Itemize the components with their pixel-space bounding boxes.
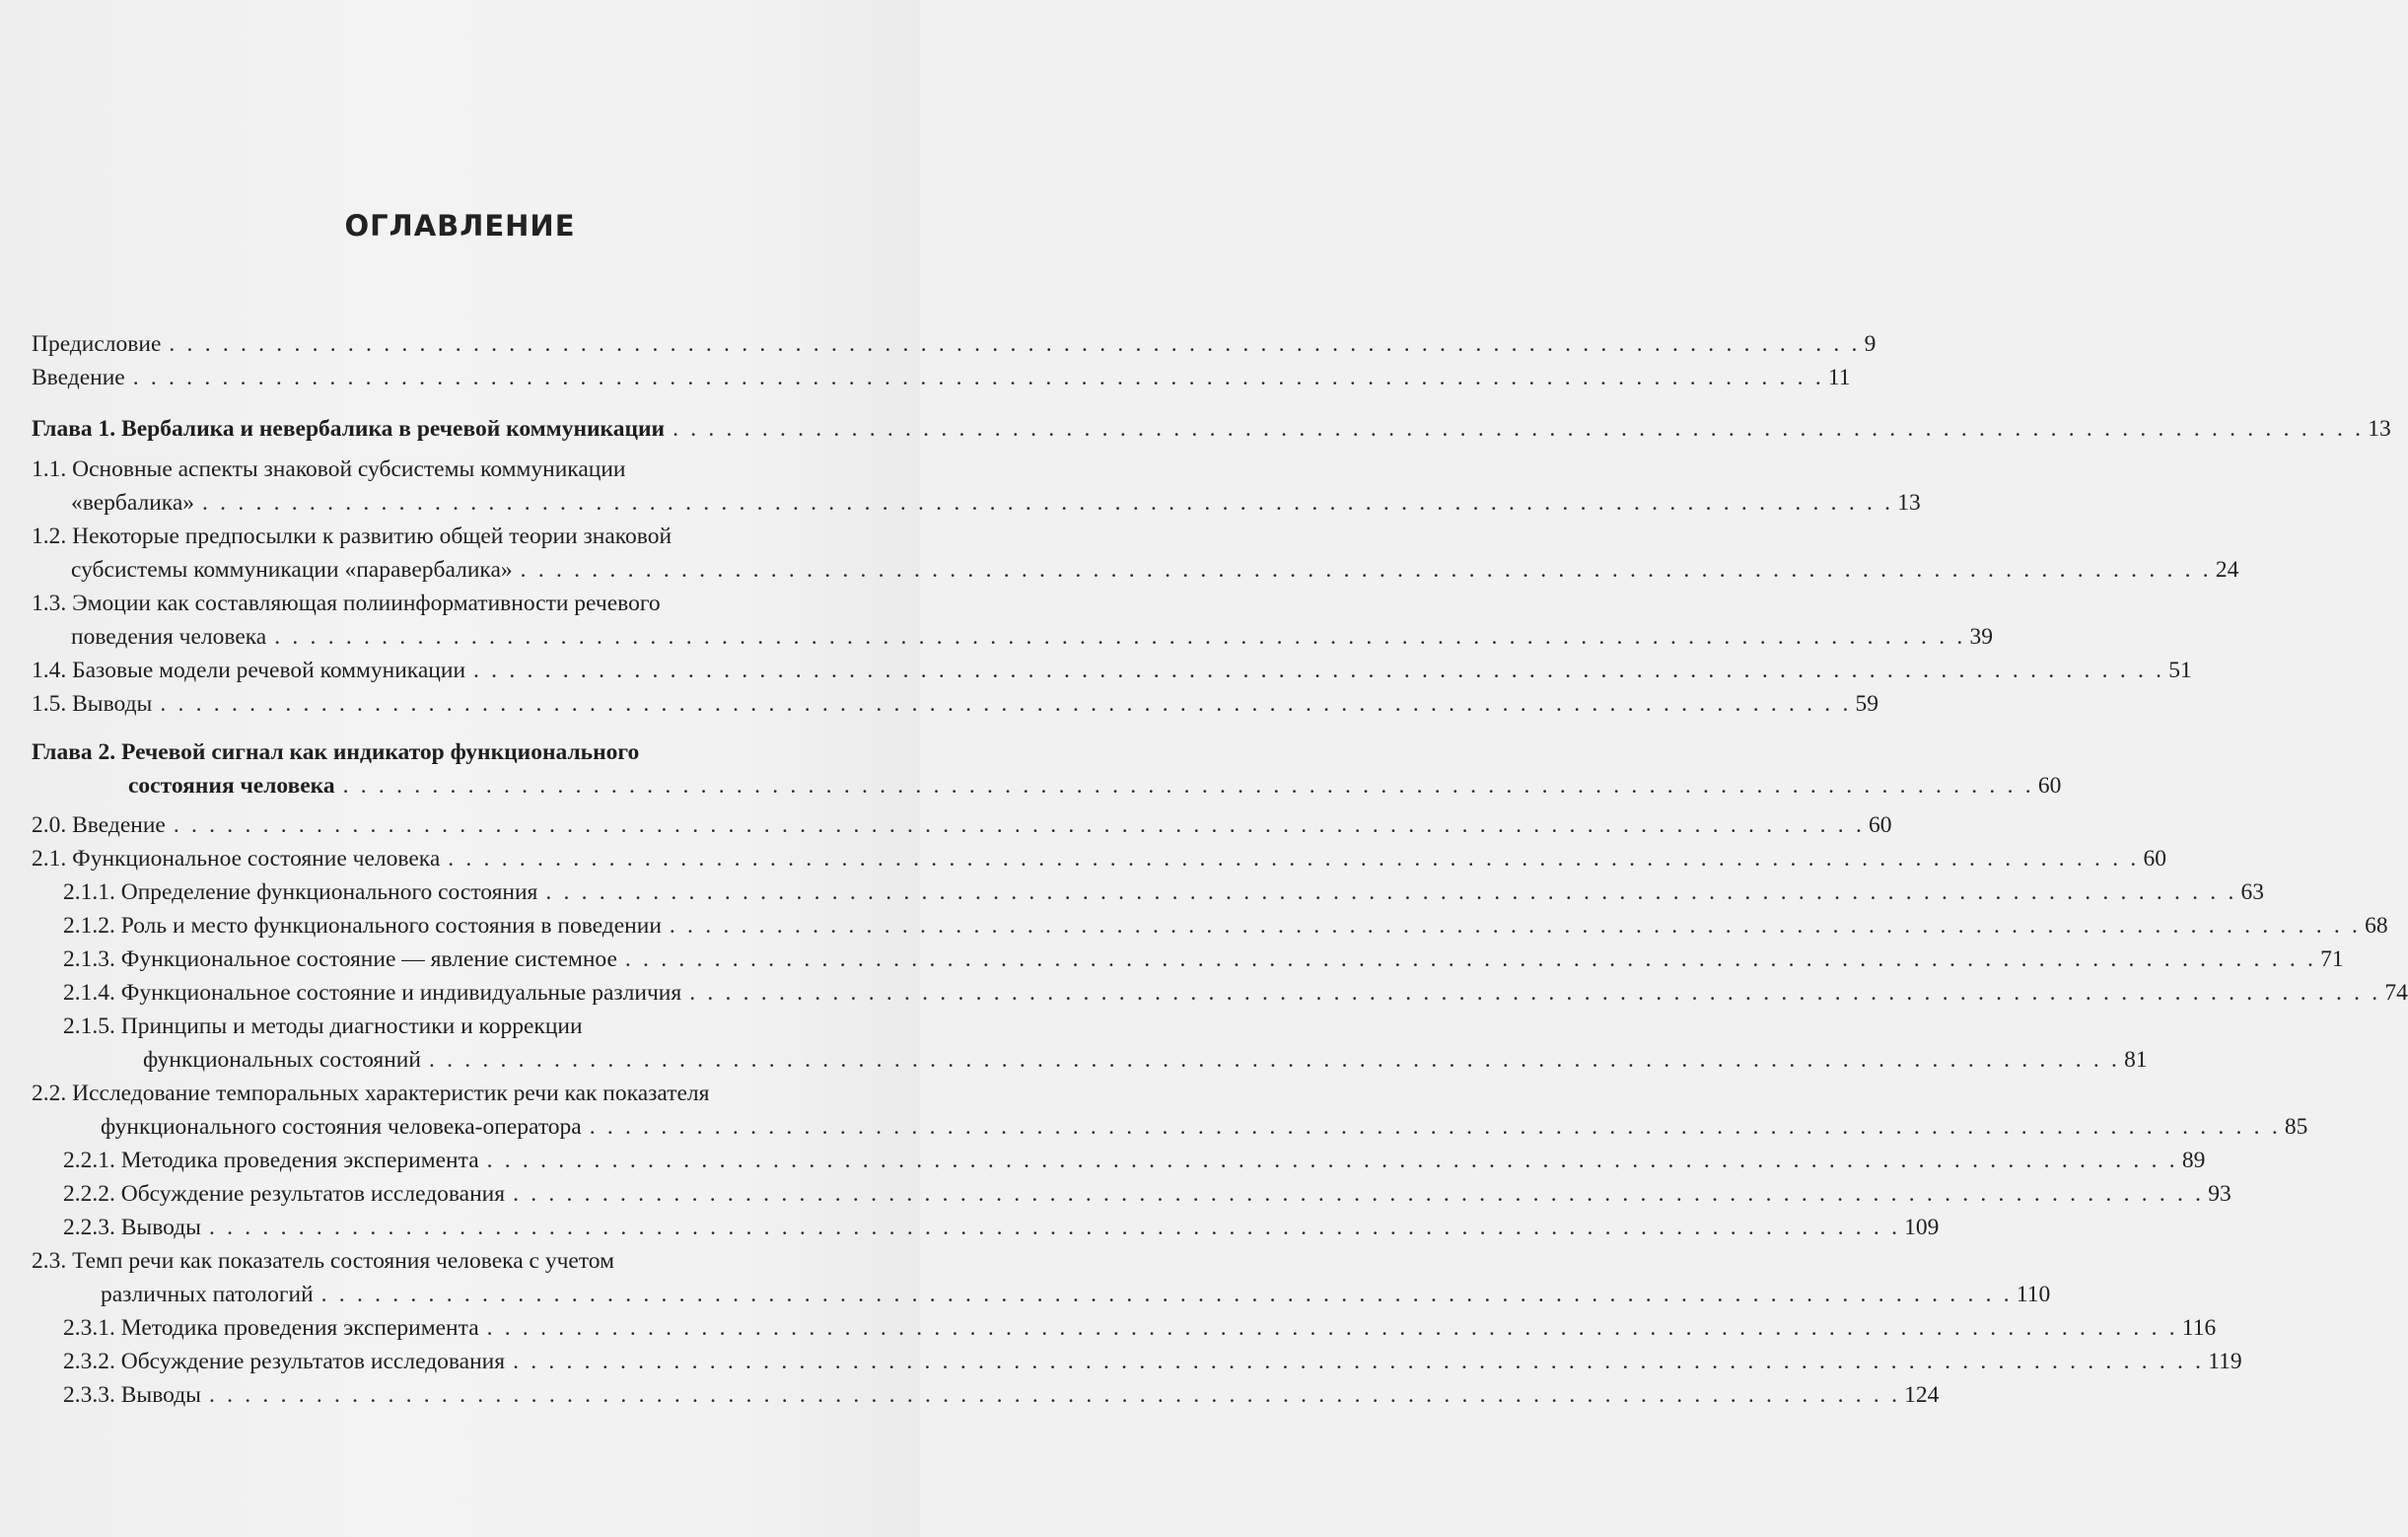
leader-dots: . . . . . . . . . . . . . . . . . . . . . . . . . . . . . . . . . . . . . . . . . . . . . . . . . . . . . . . . . . . . . . . . . . . . . . . . . . . . . . . . . . . . . . . . . . . . . . .	[342, 773, 2034, 799]
toc-entry	[0, 1077, 920, 1110]
toc-entry-text: 2.1. Функциональное состояние человека	[32, 846, 441, 872]
toc-entry-text: функционального состояния человека-оператора	[101, 1114, 582, 1140]
toc-entry	[0, 520, 920, 553]
page-number: 74	[2384, 980, 2408, 1006]
page-number: 119	[2208, 1349, 2242, 1374]
leader-dots: . . . . . . . . . . . . . . . . . . . . . . . . . . . . . . . . . . . . . . . . . . . . . . . . . . . . . . . . . . . . . . . . . . . . . . . . . . . . . . . . . . . . . . . . . . . . . . .	[520, 557, 2212, 583]
toc-entry-continuation	[0, 620, 1993, 654]
toc-entry	[0, 453, 920, 486]
page-number: 9	[1864, 331, 1877, 357]
toc-entry-text: 2.2. Исследование темпоральных характеристик речи как показателя	[32, 1081, 710, 1106]
toc-subentry	[0, 909, 2388, 943]
page-number: 109	[1904, 1215, 1940, 1240]
leader-dots: . . . . . . . . . . . . . . . . . . . . . . . . . . . . . . . . . . . . . . . . . . . . . . . . . . . . . . . . . . . . . . . . . . . . . . . . . . . . . . . . . . . . . . . . . . . . . . .	[624, 946, 2317, 972]
leader-dots: . . . . . . . . . . . . . . . . . . . . . . . . . . . . . . . . . . . . . . . . . . . . . . . . . . . . . . . . . . . . . . . . . . . . . . . . . . . . . . . . . . . . . . . . . . . . . . .	[589, 1114, 2281, 1140]
toc-entry-text: 1.3. Эмоции как составляющая полиинформативности речевого	[32, 591, 661, 616]
toc-entry-continuation	[0, 553, 2239, 587]
page-number: 60	[1869, 812, 1892, 838]
toc-subentry	[0, 943, 2344, 976]
toc-entry-text: Введение	[32, 365, 125, 390]
toc-subentry	[0, 976, 2408, 1010]
toc-entry-text: 1.4. Базовые модели речевой коммуникации	[32, 658, 466, 683]
toc-entry-text: 1.5. Выводы	[32, 691, 153, 717]
toc-entry-text: 2.2.1. Методика проведения эксперимента	[63, 1148, 479, 1173]
page-number: 51	[2168, 658, 2192, 683]
leader-dots: . . . . . . . . . . . . . . . . . . . . . . . . . . . . . . . . . . . . . . . . . . . . . . . . . . . . . . . . . . . . . . . . . . . . . . . . . . . . . . . . . . . . . . . . . . . . . . .	[208, 1382, 1901, 1408]
toc-entry	[0, 654, 2192, 687]
toc-subentry	[0, 875, 2265, 909]
toc-entry-text: 2.2.2. Обсуждение результатов исследования	[63, 1181, 506, 1207]
toc-entry-text: различных патологий	[101, 1282, 314, 1307]
leader-dots: . . . . . . . . . . . . . . . . . . . . . . . . . . . . . . . . . . . . . . . . . . . . . . . . . . . . . . . . . . . . . . . . . . . . . . . . . . . . . . . . . . . . . . . . . . . . . . .	[208, 1215, 1901, 1240]
toc-entry	[0, 587, 920, 620]
page-number: 71	[2320, 946, 2344, 972]
leader-dots: . . . . . . . . . . . . . . . . . . . . . . . . . . . . . . . . . . . . . . . . . . . . . . . . . . . . . . . . . . . . . . . . . . . . . . . . . . . . . . . . . . . . . . . . . . . . . . .	[473, 658, 2165, 683]
toc-entry-text: функциональных состояний	[143, 1047, 421, 1073]
page-number: 11	[1827, 365, 1851, 390]
page-number: 89	[2181, 1148, 2206, 1173]
toc-entry-text: Глава 1. Вербалика и невербалика в речевой коммуникации	[32, 416, 666, 442]
toc-subentry	[0, 1311, 2217, 1345]
toc-entry-continuation	[0, 1278, 2051, 1311]
leader-dots: . . . . . . . . . . . . . . . . . . . . . . . . . . . . . . . . . . . . . . . . . . . . . . . . . . . . . . . . . . . . . . . . . . . . . . . . . . . . . . . . . . . . . . . . . . . . . . .	[320, 1282, 2013, 1307]
toc-entry	[0, 361, 1851, 394]
toc-entry	[0, 687, 1879, 721]
toc-entry-continuation	[0, 1110, 2308, 1144]
toc-entry-text: 2.3.3. Выводы	[63, 1382, 201, 1408]
page-number: 85	[2284, 1114, 2308, 1140]
leader-dots: . . . . . . . . . . . . . . . . . . . . . . . . . . . . . . . . . . . . . . . . . . . . . . . . . . . . . . . . . . . . . . . . . . . . . . . . . . . . . . . . . . . . . . . . . . . . . . .	[132, 365, 1824, 390]
leader-dots: . . . . . . . . . . . . . . . . . . . . . . . . . . . . . . . . . . . . . . . . . . . . . . . . . . . . . . . . . . . . . . . . . . . . . . . . . . . . . . . . . . . . . . . . . . . . . . .	[160, 691, 1852, 717]
page-number: 39	[1969, 624, 1993, 650]
toc-entry	[0, 808, 1892, 842]
page-number: 59	[1855, 691, 1879, 717]
leader-dots: . . . . . . . . . . . . . . . . . . . . . . . . . . . . . . . . . . . . . . . . . . . . . . . . . . . . . . . . . . . . . . . . . . . . . . . . . . . . . . . . . . . . . . . . . . . . . . .	[169, 331, 1861, 357]
leader-dots: . . . . . . . . . . . . . . . . . . . . . . . . . . . . . . . . . . . . . . . . . . . . . . . . . . . . . . . . . . . . . . . . . . . . . . . . . . . . . . . . . . . . . . . . . . . . . . .	[689, 980, 2381, 1006]
toc-subentry	[0, 1010, 920, 1043]
page-number: 13	[2368, 416, 2391, 442]
page-number: 110	[2016, 1282, 2051, 1307]
page-number: 124	[1904, 1382, 1940, 1408]
toc-entry-continuation	[0, 769, 2062, 803]
toc-entry-text: 1.1. Основные аспекты знаковой субсистемы коммуникации	[32, 456, 626, 482]
toc-chapter-entry	[0, 412, 2391, 446]
toc-entry	[0, 842, 2166, 875]
toc-chapter-entry	[0, 735, 920, 769]
leader-dots: . . . . . . . . . . . . . . . . . . . . . . . . . . . . . . . . . . . . . . . . . . . . . . . . . . . . . . . . . . . . . . . . . . . . . . . . . . . . . . . . . . . . . . . . . . . . . . .	[486, 1148, 2178, 1173]
toc-entry-text: 2.3. Темп речи как показатель состояния человека с учетом	[32, 1248, 614, 1274]
toc-subentry	[0, 1211, 1940, 1244]
leader-dots: . . . . . . . . . . . . . . . . . . . . . . . . . . . . . . . . . . . . . . . . . . . . . . . . . . . . . . . . . . . . . . . . . . . . . . . . . . . . . . . . . . . . . . . . . . . . . . .	[274, 624, 1966, 650]
toc-entry-text: 2.3.2. Обсуждение результатов исследования	[63, 1349, 506, 1374]
toc-entry-text: 1.2. Некоторые предпосылки к развитию общей теории знаковой	[32, 524, 673, 549]
toc-subentry	[0, 1177, 2231, 1211]
leader-dots: . . . . . . . . . . . . . . . . . . . . . . . . . . . . . . . . . . . . . . . . . . . . . . . . . . . . . . . . . . . . . . . . . . . . . . . . . . . . . . . . . . . . . . . . . . . . . . .	[545, 879, 2237, 905]
page-number: 68	[2365, 913, 2388, 939]
toc-entry-text: «вербалика»	[71, 490, 195, 516]
page-title: ОГЛАВЛЕНИЕ	[344, 209, 576, 243]
toc-entry-continuation	[0, 486, 1921, 520]
leader-dots: . . . . . . . . . . . . . . . . . . . . . . . . . . . . . . . . . . . . . . . . . . . . . . . . . . . . . . . . . . . . . . . . . . . . . . . . . . . . . . . . . . . . . . . . . . . . . . .	[173, 812, 1866, 838]
page-number: 24	[2215, 557, 2239, 583]
leader-dots: . . . . . . . . . . . . . . . . . . . . . . . . . . . . . . . . . . . . . . . . . . . . . . . . . . . . . . . . . . . . . . . . . . . . . . . . . . . . . . . . . . . . . . . . . . . . . . .	[669, 913, 2362, 939]
toc-subentry	[0, 1345, 2242, 1378]
leader-dots: . . . . . . . . . . . . . . . . . . . . . . . . . . . . . . . . . . . . . . . . . . . . . . . . . . . . . . . . . . . . . . . . . . . . . . . . . . . . . . . . . . . . . . . . . . . . . . .	[486, 1315, 2178, 1341]
toc-entry-text: 2.1.4. Функциональное состояние и индивидуальные различия	[63, 980, 682, 1006]
page-number: 81	[2124, 1047, 2148, 1073]
toc-entry	[0, 327, 1877, 361]
toc-entry	[0, 1244, 920, 1278]
page-number: 60	[2037, 773, 2062, 799]
toc-entry-text: 2.2.3. Выводы	[63, 1215, 201, 1240]
toc-entry-text: состояния человека	[128, 773, 335, 799]
toc-entry-text: поведения человека	[71, 624, 267, 650]
page-number: 116	[2181, 1315, 2217, 1341]
toc-entry-text: 2.1.1. Определение функционального состояния	[63, 879, 538, 905]
toc-entry-text: субсистемы коммуникации «паравербалика»	[71, 557, 513, 583]
page-number: 13	[1897, 490, 1921, 516]
leader-dots: . . . . . . . . . . . . . . . . . . . . . . . . . . . . . . . . . . . . . . . . . . . . . . . . . . . . . . . . . . . . . . . . . . . . . . . . . . . . . . . . . . . . . . . . . . . . . . .	[202, 490, 1894, 516]
toc-entry-text: Предисловие	[32, 331, 162, 357]
toc-entry-text: 2.0. Введение	[32, 812, 166, 838]
toc-entry-text: 2.1.2. Роль и место функционального состояния в поведении	[63, 913, 662, 939]
leader-dots: . . . . . . . . . . . . . . . . . . . . . . . . . . . . . . . . . . . . . . . . . . . . . . . . . . . . . . . . . . . . . . . . . . . . . . . . . . . . . . . . . . . . . . . . . . . . . . .	[513, 1349, 2205, 1374]
toc-entry-text: 2.1.3. Функциональное состояние — явление системное	[63, 946, 617, 972]
toc-entry-text: Глава 2. Речевой сигнал как индикатор функционального	[32, 739, 640, 765]
leader-dots: . . . . . . . . . . . . . . . . . . . . . . . . . . . . . . . . . . . . . . . . . . . . . . . . . . . . . . . . . . . . . . . . . . . . . . . . . . . . . . . . . . . . . . . . . . . . . . .	[673, 416, 2365, 442]
leader-dots: . . . . . . . . . . . . . . . . . . . . . . . . . . . . . . . . . . . . . . . . . . . . . . . . . . . . . . . . . . . . . . . . . . . . . . . . . . . . . . . . . . . . . . . . . . . . . . .	[513, 1181, 2205, 1207]
toc-entry-text: 2.3.1. Методика проведения эксперимента	[63, 1315, 479, 1341]
toc-subentry	[0, 1144, 2206, 1177]
page-number: 63	[2240, 879, 2265, 905]
page-number: 60	[2143, 846, 2166, 872]
leader-dots: . . . . . . . . . . . . . . . . . . . . . . . . . . . . . . . . . . . . . . . . . . . . . . . . . . . . . . . . . . . . . . . . . . . . . . . . . . . . . . . . . . . . . . . . . . . . . . .	[448, 846, 2140, 872]
toc-entry-continuation	[0, 1043, 2148, 1077]
toc-subentry	[0, 1378, 1940, 1412]
leader-dots: . . . . . . . . . . . . . . . . . . . . . . . . . . . . . . . . . . . . . . . . . . . . . . . . . . . . . . . . . . . . . . . . . . . . . . . . . . . . . . . . . . . . . . . . . . . . . . .	[428, 1047, 2121, 1073]
toc-entry-text: 2.1.5. Принципы и методы диагностики и коррекции	[63, 1013, 583, 1039]
page-number: 93	[2208, 1181, 2231, 1207]
